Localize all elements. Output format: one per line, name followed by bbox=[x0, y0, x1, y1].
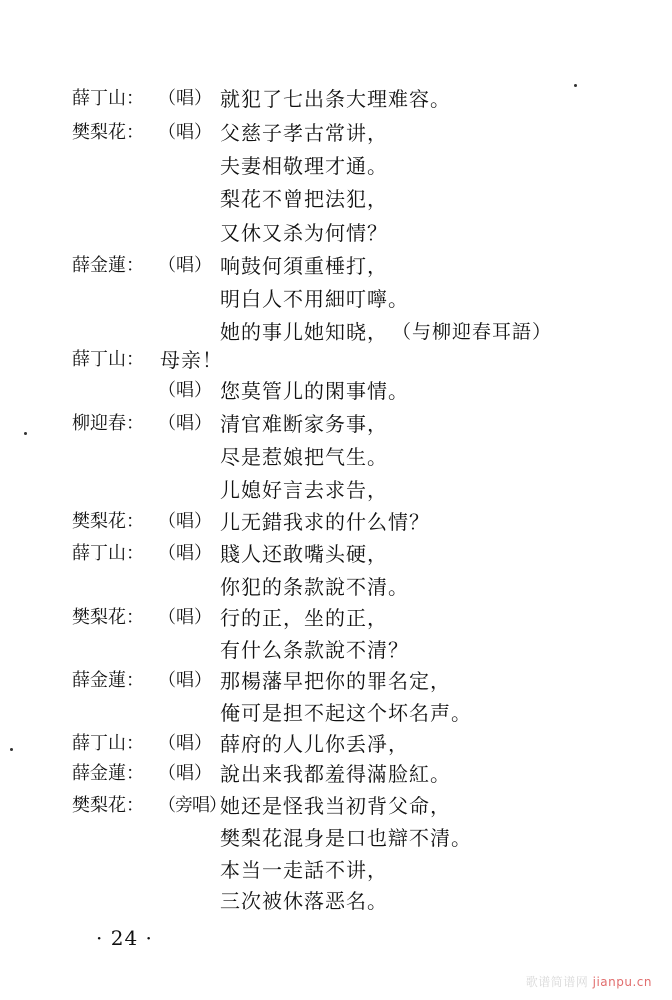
singing-mode: （唱） bbox=[158, 607, 212, 628]
dialogue-line-7 bbox=[0, 282, 672, 316]
speaker-name: 樊梨花： bbox=[72, 122, 144, 143]
lyric-text: 梨花不曾把法犯， bbox=[220, 187, 388, 211]
lyric-text: 父慈子孝古常讲， bbox=[220, 121, 388, 145]
dialogue-line-9 bbox=[0, 343, 672, 377]
dialogue-line-24 bbox=[0, 821, 672, 855]
singing-mode: （旁唱） bbox=[158, 795, 226, 816]
lyric-text: 俺可是担不起这个坏名声。 bbox=[220, 701, 472, 725]
lyric-text: 明白人不用細叮嚀。 bbox=[220, 287, 409, 311]
speaker-name: 樊梨花： bbox=[72, 795, 144, 816]
lyric-text: 說出来我都羞得滿脸紅。 bbox=[220, 762, 451, 786]
lyric-text: 儿媳好言去求告， bbox=[220, 478, 388, 502]
dialogue-line-21 bbox=[0, 727, 672, 761]
dialogue-line-5 bbox=[0, 216, 672, 250]
lyric-text: 樊梨花混身是口也辯不清。 bbox=[220, 826, 472, 850]
singing-mode: （唱） bbox=[158, 88, 212, 109]
lyric-text: 三次被休落恶名。 bbox=[220, 889, 388, 913]
dialogue-line-2 bbox=[0, 116, 672, 150]
speaker-name: 薛丁山： bbox=[72, 733, 144, 754]
dialogue-line-12 bbox=[0, 440, 672, 474]
lyric-text: 您莫管儿的閑事情。 bbox=[220, 379, 409, 403]
dialogue-line-4 bbox=[0, 182, 672, 216]
lyric-text: 你犯的条款說不清。 bbox=[220, 575, 409, 599]
speaker-name: 柳迎春： bbox=[72, 413, 144, 434]
dialogue-line-22 bbox=[0, 757, 672, 791]
singing-mode: （唱） bbox=[158, 543, 212, 564]
dialogue-line-13 bbox=[0, 473, 672, 507]
stage-direction: （与柳迎春耳語） bbox=[392, 321, 553, 343]
speaker-name: 薛丁山： bbox=[72, 543, 144, 564]
lyric-text: 本当一走話不讲， bbox=[220, 858, 388, 882]
lyric-text: 响鼓何須重棰打， bbox=[220, 254, 388, 278]
lyric-text: 夫妻相敬理才通。 bbox=[220, 154, 388, 178]
lyric-text: 清官难断家务事， bbox=[220, 412, 388, 436]
page-number: · 24 · bbox=[96, 926, 153, 950]
lyric-text: 就犯了七出条大理难容。 bbox=[220, 87, 451, 111]
dialogue-line-16 bbox=[0, 570, 672, 604]
dialogue-line-23 bbox=[0, 789, 672, 823]
dialogue-line-17 bbox=[0, 601, 672, 635]
singing-mode: （唱） bbox=[158, 122, 212, 143]
speaker-name: 薛丁山： bbox=[72, 349, 144, 370]
singing-mode: （唱） bbox=[158, 733, 212, 754]
dialogue-line-26 bbox=[0, 884, 672, 918]
dialogue-line-19 bbox=[0, 664, 672, 698]
singing-mode: （唱） bbox=[158, 255, 212, 276]
dialogue-line-20 bbox=[0, 696, 672, 730]
dialogue-line-25 bbox=[0, 853, 672, 887]
lyric-text: 薛府的人儿你丢凈， bbox=[220, 732, 409, 756]
scan-speck-left-lower bbox=[10, 748, 13, 751]
singing-mode: （唱） bbox=[158, 380, 212, 401]
speaker-name: 樊梨花： bbox=[72, 607, 144, 628]
lyric-text: 尽是惹娘把气生。 bbox=[220, 445, 388, 469]
lyric-text: 又休又杀为何情？ bbox=[220, 221, 388, 245]
watermark bbox=[526, 973, 652, 990]
dialogue-line-14 bbox=[0, 505, 672, 539]
singing-mode: （唱） bbox=[158, 413, 212, 434]
singing-mode: （唱） bbox=[158, 763, 212, 784]
lyric-text: 賤人还敢嘴头硬， bbox=[220, 542, 388, 566]
dialogue-line-18 bbox=[0, 633, 672, 667]
dialogue-line-6 bbox=[0, 249, 672, 283]
watermark-prefix: 歌谱简谱网 bbox=[525, 975, 589, 989]
dialogue-line-10 bbox=[0, 374, 672, 408]
singing-mode: （唱） bbox=[158, 670, 212, 691]
lyric-text: 儿无錯我求的什么情？ bbox=[220, 510, 430, 534]
dialogue-line-1 bbox=[0, 82, 672, 116]
lyric-text: 有什么条款說不清？ bbox=[220, 638, 409, 662]
lyric-text: 那楊藩早把你的罪名定， bbox=[220, 669, 451, 693]
lyric-text: 行的正，坐的正， bbox=[220, 606, 388, 630]
dialogue-line-11 bbox=[0, 407, 672, 441]
dialogue-line-15 bbox=[0, 537, 672, 571]
singing-mode: （唱） bbox=[158, 511, 212, 532]
lyric-text: 她还是怪我当初背父命， bbox=[220, 794, 451, 818]
watermark-site: jianpu.cn bbox=[592, 975, 652, 989]
dialogue-line-3 bbox=[0, 149, 672, 183]
speaker-name: 樊梨花： bbox=[72, 511, 144, 532]
scan-speck-top-right bbox=[574, 84, 577, 87]
speaker-name: 薛丁山： bbox=[72, 88, 144, 109]
speaker-name: 薛金蓮： bbox=[72, 763, 144, 784]
scan-speck-left bbox=[24, 432, 27, 435]
speaker-name: 薛金蓮： bbox=[72, 255, 144, 276]
spoken-line: 母亲！ bbox=[160, 348, 223, 372]
lyric-text: 她的事儿她知晓， bbox=[220, 320, 388, 344]
speaker-name: 薛金蓮： bbox=[72, 670, 144, 691]
